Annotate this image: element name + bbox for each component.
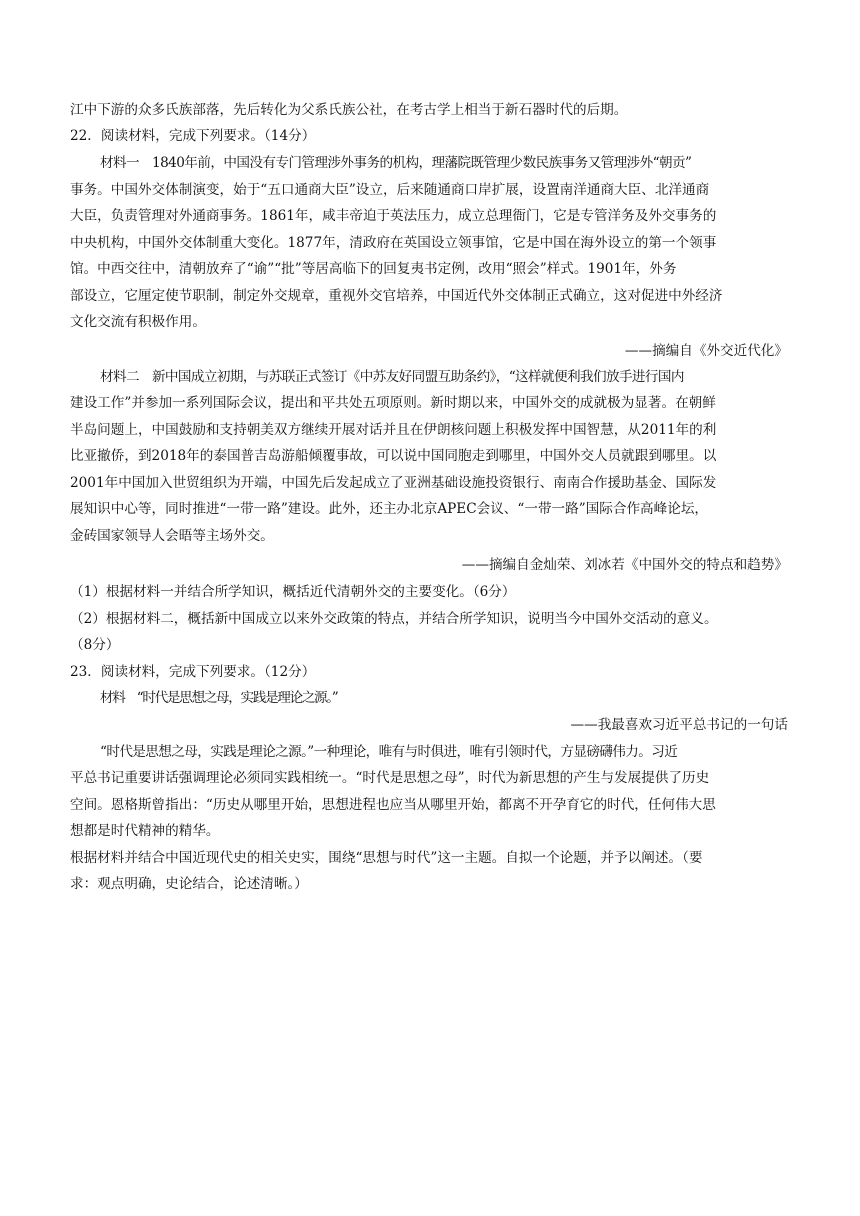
q22-material1-line: 馆。中西交往中，清朝放弃了“谕”“批”等居高临下的回复夷书定例，改用“照会”样式。1901年，外务 (70, 261, 677, 277)
q22-material1-line: 部设立，它厘定使节职制，制定外交规章，重视外交官培养，中国近代外交体制正式确立，这对促进中外经济 (70, 288, 723, 304)
intro-tail-text: 江中下游的众多氏族部落，先后转化为父系氏族公社，在考古学上相当于新石器时代的后期。 (70, 102, 628, 118)
question-23-heading: 23．阅读材料，完成下列要求。（12分） (70, 664, 316, 680)
question-22-heading: 22．阅读材料，完成下列要求。（14分） (70, 128, 316, 144)
q22-material2-line: 展知识中心等，同时推进“一带一路”建设。此外，还主办北京APEC会议、“一带一路”国际合作高峰论坛， (70, 501, 709, 517)
q22-material1-line: 材料一 1840年前，中国没有专门管理涉外事务的机构，理藩院既管理少数民族事务又管理涉外“朝贡” (100, 155, 692, 171)
q22-subquestion-2-points: （8分） (70, 637, 120, 653)
q22-material2-line: 2001年中国加入世贸组织为开端，中国先后发起成立了亚洲基础设施投资银行、南南合作援助基金、国际发 (70, 475, 717, 491)
q22-subquestion-1: （1）根据材料一并结合所学知识，概括近代清朝外交的主要变化。（6分） (70, 584, 516, 600)
q22-subquestion-2: （2）根据材料二，概括新中国成立以来外交政策的特点，并结合所学知识，说明当今中国外交活动的意义。 (70, 611, 718, 627)
q23-task-line: 求：观点明确，史论结合，论述清晰。） (70, 876, 308, 892)
q22-material1-line: 大臣，负责管理对外通商事务。1861年，咸丰帝迫于英法压力，成立总理衙门，它是专管洋务及外交事务的 (70, 208, 717, 224)
q23-material: 材料 “时代是思想之母，实践是理论之源。” (100, 690, 338, 706)
q23-task-line: 根据材料并结合中国近现代史的相关史实，围绕“思想与时代”这一主题。自拟一个论题，并予以阐述。（要 (70, 850, 703, 866)
q23-body-line: 想都是时代精神的精华。 (70, 823, 220, 839)
q22-material2-line: 建设工作”并参加一系列国际会议，提出和平共处五项原则。新时期以来，中国外交的成就极为显著。在朝鲜 (70, 395, 716, 411)
q22-material2-line: 半岛问题上，中国鼓励和支持朝美双方继续开展对话并且在伊朗核问题上积极发挥中国智慧，从2011年的利 (70, 422, 717, 438)
q22-material2-line: 材料二 新中国成立初期，与苏联正式签订《中苏友好同盟互助条约》，“这样就便利我们放手进行国内 (100, 369, 684, 385)
q22-source2: ——摘编自金灿荣、刘冰若《中国外交的特点和趋势》 (461, 557, 788, 573)
q22-material2-line: 比亚撤侨，到2018年的泰国普吉岛游船倾覆事故，可以说中国同胞走到哪里，中国外交人员就跟到哪里。以 (70, 448, 717, 464)
q22-material1-line: 事务。中国外交体制演变，始于“五口通商大臣”设立，后来随通商口岸扩展，设置南洋通商大臣、北洋通商 (70, 182, 710, 198)
q22-source1: ——摘编自《外交近代化》 (624, 343, 788, 359)
q22-material2-line: 金砖国家领导人会晤等主场外交。 (70, 528, 274, 544)
q22-material1-line: 文化交流有积极作用。 (70, 314, 206, 330)
q22-material1-line: 中央机构，中国外交体制重大变化。1877年，清政府在英国设立领事馆，它是中国在海外设立的第一个领事 (70, 235, 717, 251)
q23-source: ——我最喜欢习近平总书记的一句话 (570, 717, 788, 733)
q23-body-line: 平总书记重要讲话强调理论必须同实践相统一。“时代是思想之母”，时代为新思想的产生与发展提供了历史 (70, 770, 710, 786)
q23-body-line: 空间。恩格斯曾指出：“历史从哪里开始，思想进程也应当从哪里开始，都离不开孕育它的时代，任何伟大思 (70, 797, 716, 813)
q23-body-line: “时代是思想之母，实践是理论之源。”一种理论，唯有与时俱进，唯有引领时代，方显磅礴伟力。习近 (100, 744, 678, 760)
